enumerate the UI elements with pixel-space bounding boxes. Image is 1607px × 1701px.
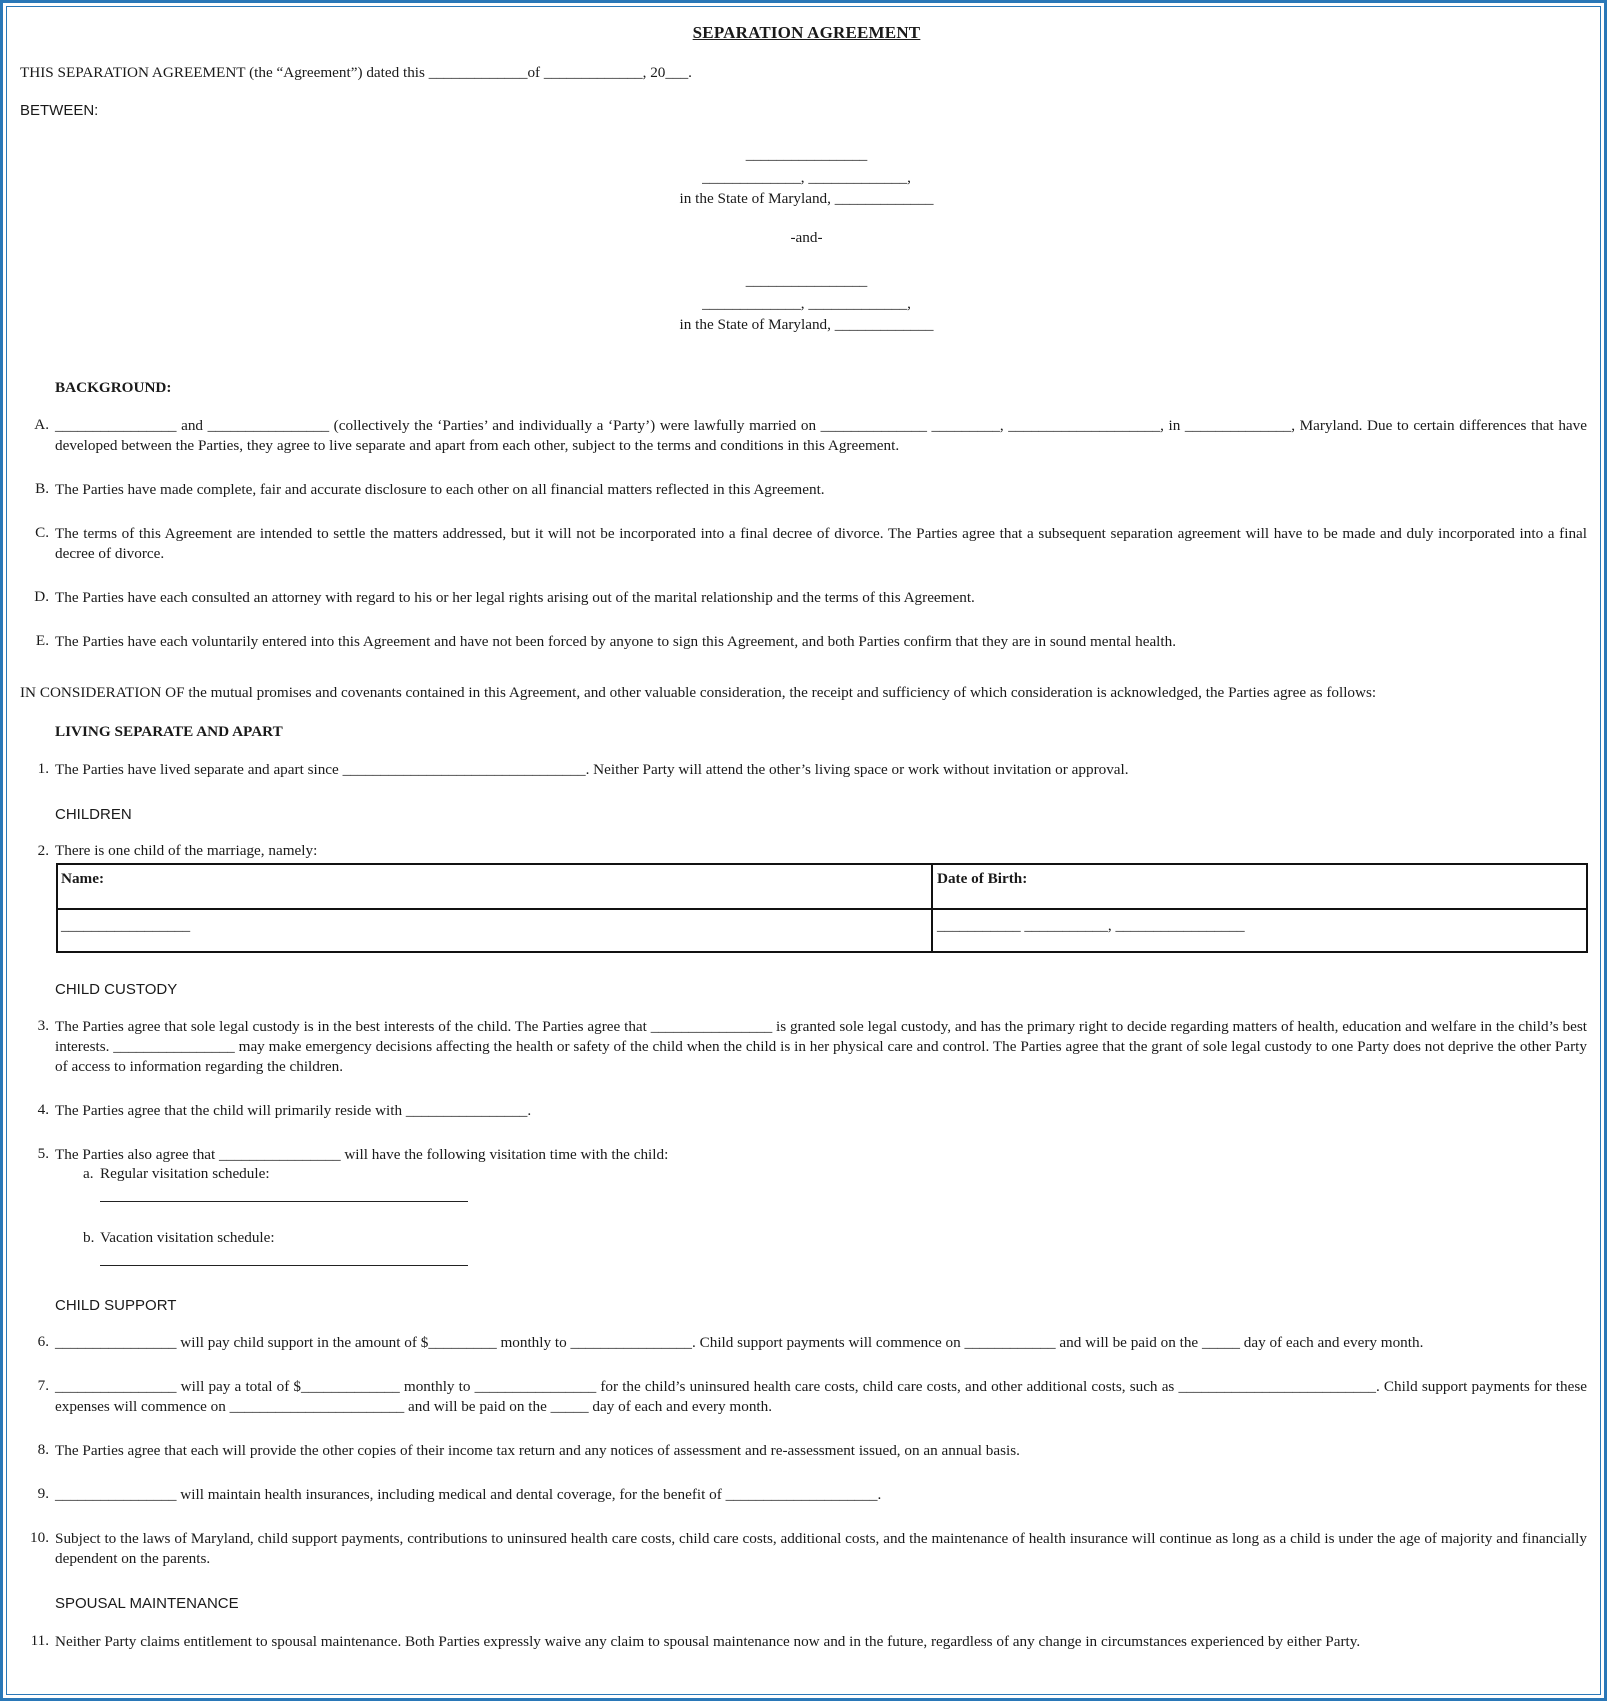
background-b-text: The Parties have made complete, fair and accurate disclosure to each other on all financial matters reflected in this Agreement. — [55, 481, 825, 498]
item11-text: Neither Party claims entitlement to spousal maintenance. Both Parties expressly waive any claim to spousal maintenance now and in the future, regardless of any change in circumstances experienced by either Party. — [55, 1633, 1361, 1650]
custody-heading: CHILD CUSTODY — [55, 981, 178, 998]
background-heading: BACKGROUND: — [55, 379, 172, 396]
item6-text: ________________ will pay child support in the amount of $_________ monthly to ________________. Child support payments will commence on ____________ and will be paid on the _____ day of each and every month. — [55, 1334, 1424, 1351]
party1-name-blank: ________________ — [745, 146, 868, 163]
between-label: BETWEEN: — [20, 102, 99, 119]
table-header-dob: Date of Birth: — [937, 870, 1028, 887]
item10-text: Subject to the laws of Maryland, child support payments, contributions to uninsured health care costs, child care costs, additional costs, and the maintenance of health insurance will continue as long as a child is under the age of majority and financially dependent on the parents. — [55, 1530, 1587, 1567]
item1-text: The Parties have lived separate and apart since ________________________________. Neither Party will attend the other’s living space or work without invitation or approval. — [55, 761, 1129, 778]
item5-text: The Parties also agree that ________________ will have the following visitation time with the child: — [55, 1146, 669, 1163]
consideration-clause: IN CONSIDERATION OF the mutual promises and covenants contained in this Agreement, and other valuable consideration, the receipt and sufficiency of which consideration is acknowledged, the Parties agree as follows: — [20, 684, 1377, 701]
item8-label: 8. — [37, 1441, 49, 1458]
party1-state-line: in the State of Maryland, _____________ — [679, 190, 934, 207]
item5a-blank-line — [100, 1201, 468, 1202]
support-heading: CHILD SUPPORT — [55, 1297, 177, 1314]
background-e-label: E. — [35, 632, 49, 649]
party1-city-blank: _____________, _____________, — [702, 169, 911, 186]
item5b-label: b. — [83, 1229, 95, 1246]
children-heading: CHILDREN — [55, 806, 132, 823]
background-a-text: ________________ and ________________ (collectively the ‘Parties’ and individually a ‘Party’) were lawfully married on ______________ _________, ____________________, in ______________, Maryland. Due to certain differences that have developed between the Parties, they agree to live separate and apart from each other, subject to the terms and conditions in this Agreement. — [55, 417, 1587, 454]
background-d-label: D. — [34, 588, 49, 605]
background-c-text: The terms of this Agreement are intended to settle the matters addressed, but it will not be incorporated into a final decree of divorce. The Parties agree that a subsequent separation agreement will have to be made and duly incorporated into a final decree of divorce. — [55, 525, 1587, 562]
background-e-text: The Parties have each voluntarily entered into this Agreement and have not been forced by anyone to sign this Agreement, and both Parties confirm that they are in sound mental health. — [55, 633, 1177, 650]
item7-label: 7. — [37, 1377, 49, 1394]
and-separator: -and- — [790, 229, 823, 246]
party2-state-line: in the State of Maryland, _____________ — [679, 316, 934, 333]
item9-label: 9. — [37, 1485, 49, 1502]
item5a-text: Regular visitation schedule: — [100, 1165, 270, 1182]
item1-label: 1. — [37, 760, 49, 777]
item6-label: 6. — [37, 1333, 49, 1350]
background-a-label: A. — [34, 416, 49, 433]
item8-text: The Parties agree that each will provide the other copies of their income tax return and any notices of assessment and re-assessment issued, on an annual basis. — [55, 1442, 1020, 1459]
spousal-heading: SPOUSAL MAINTENANCE — [55, 1595, 239, 1612]
table-header-name: Name: — [61, 870, 105, 887]
item7-text: ________________ will pay a total of $_____________ monthly to ________________ for the child’s uninsured health care costs, child care costs, and other additional costs, such as __________________________. Child support payments for these expenses will commence on _______________________ and will be paid on the _____ day of each and every month. — [55, 1378, 1587, 1415]
item5-label: 5. — [37, 1145, 49, 1162]
item5b-blank-line — [100, 1265, 468, 1266]
intro-line: THIS SEPARATION AGREEMENT (the “Agreement”) dated this _____________of _____________, 20___. — [20, 64, 692, 81]
item4-text: The Parties agree that the child will primarily reside with ________________. — [55, 1102, 532, 1119]
item5b-text: Vacation visitation schedule: — [100, 1229, 275, 1246]
party2-city-blank: _____________, _____________, — [702, 295, 911, 312]
item2-text: There is one child of the marriage, namely: — [55, 842, 318, 859]
item3-text: The Parties agree that sole legal custody is in the best interests of the child. The Parties agree that ________________ is granted sole legal custody, and has the primary right to decide regarding matters of health, education and welfare in the child’s best interests. ________________ may make emergency decisions affecting the health or safety of the child when the child is in her physical care and control. The Parties agree that the grant of sole legal custody to one Party does not deprive the other Party of access to information regarding the children. — [55, 1018, 1587, 1075]
item2-label: 2. — [37, 842, 49, 859]
item11-label: 11. — [30, 1632, 49, 1649]
table-cell-dob: ___________ ___________, _________________ — [937, 917, 1245, 934]
item10-label: 10. — [30, 1529, 49, 1546]
document-title: SEPARATION AGREEMENT — [692, 23, 921, 42]
item4-label: 4. — [37, 1101, 49, 1118]
background-d-text: The Parties have each consulted an attorney with regard to his or her legal rights arising out of the marital relationship and the terms of this Agreement. — [55, 589, 975, 606]
item3-label: 3. — [37, 1017, 49, 1034]
living-heading: LIVING SEPARATE AND APART — [55, 723, 283, 740]
children-table — [56, 863, 1588, 953]
background-b-label: B. — [35, 480, 49, 497]
background-c-label: C. — [35, 524, 49, 541]
item5a-label: a. — [83, 1165, 94, 1182]
table-row-divider — [58, 908, 1586, 910]
item9-text: ________________ will maintain health insurances, including medical and dental coverage, for the benefit of ____________________. — [55, 1486, 882, 1503]
party2-name-blank: ________________ — [745, 272, 868, 289]
table-cell-name: _________________ — [61, 917, 191, 934]
